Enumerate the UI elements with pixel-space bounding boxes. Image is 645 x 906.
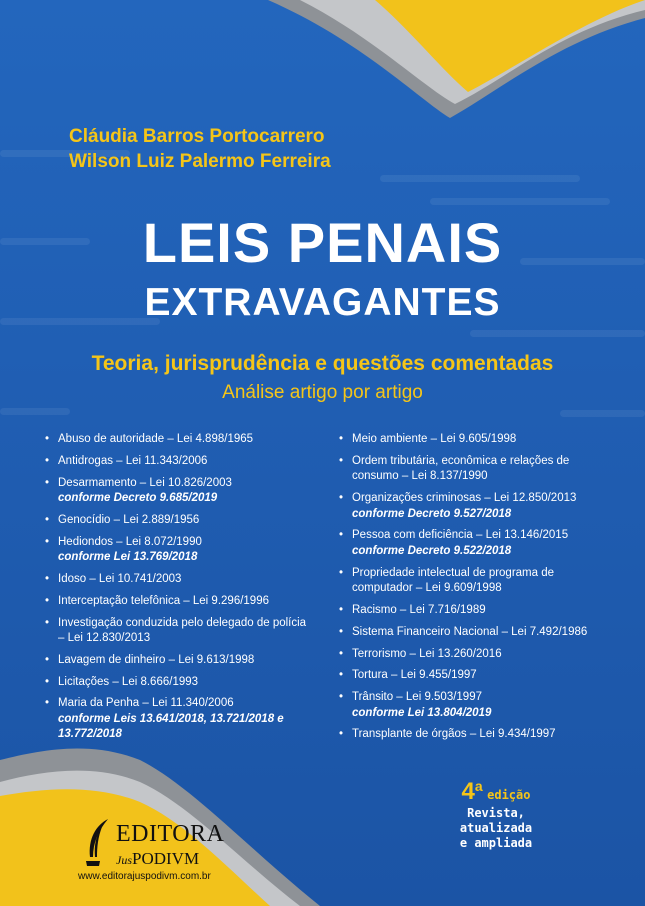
law-item [44,616,309,647]
laws-list-right [338,432,598,749]
edition-word: edição [487,788,531,802]
law-text: Trânsito – Lei 9.503/1997 [352,691,482,704]
law-text: Propriedade intelectual de programa de computador – Lei 9.609/1998 [352,566,555,595]
bg-streak [380,175,580,182]
law-item [338,491,598,522]
book-title-line2: EXTRAVAGANTES [144,281,501,324]
law-item [338,603,598,619]
law-text: Organizações criminosas – Lei 12.850/2013 [352,492,577,505]
law-item [338,566,598,597]
law-text: Ordem tributária, econômica e relações de consumo – Lei 8.137/1990 [352,454,570,483]
law-text: Abuso de autoridade – Lei 4.898/1965 [58,433,254,445]
book-subtitle: Teoria, jurisprudência e questões comentadas [91,352,554,375]
law-text: Idoso – Lei 10.741/2003 [58,572,182,585]
law-item [44,696,309,743]
publisher-url: www.editorajuspodivm.com.br [78,871,211,882]
law-item [338,625,598,641]
law-item [44,594,309,610]
publisher-brand: PODIVM [132,849,200,868]
law-note: conforme Decreto 9.522/2018 [352,544,512,557]
author-name: Wilson Luiz Palermo Ferreira [69,151,331,172]
quill-pen-icon [80,817,114,869]
law-item [338,432,598,448]
book-title-line1: LEIS PENAIS [142,211,503,274]
edition-line: Revista, atualizada [459,806,533,835]
authors [69,124,331,174]
law-text: Meio ambiente – Lei 9.605/1998 [352,433,517,445]
law-item [44,476,309,507]
law-item [338,528,598,559]
law-text: Terrorismo – Lei 13.260/2016 [352,647,502,660]
law-text: Lavagem de dinheiro – Lei 9.613/1998 [58,653,255,666]
bg-streak [560,410,645,417]
book-subtitle-secondary: Análise artigo por artigo [222,382,423,403]
law-note: conforme Lei 13.804/2019 [352,706,492,719]
law-note: conforme Decreto 9.527/2018 [352,507,512,520]
law-text: Licitações – Lei 8.666/1993 [58,675,199,688]
law-text: Pessoa com deficiência – Lei 13.146/2015 [352,529,569,542]
edition-badge [436,778,556,851]
law-item [338,727,598,743]
top-swoosh-graphic [0,0,645,130]
law-text: Racismo – Lei 7.716/1989 [352,603,486,616]
law-item [44,513,309,529]
law-item [44,535,309,566]
bg-streak [470,330,645,337]
bg-streak [0,408,70,415]
laws-list-left [44,432,309,749]
law-text: Tortura – Lei 9.455/1997 [352,669,477,682]
law-note: conforme Lei 13.769/2018 [58,551,198,564]
law-text: Genocídio – Lei 2.889/1956 [58,513,200,526]
law-text: Hediondos – Lei 8.072/1990 [58,535,202,548]
publisher-subname [116,849,199,869]
law-text: Sistema Financeiro Nacional – Lei 7.492/1986 [352,625,588,638]
law-item [338,647,598,663]
publisher-name: EDITORA [116,821,225,847]
bg-streak [430,198,610,205]
law-text: Transplante de órgãos – Lei 9.434/1997 [352,728,556,741]
law-item [338,454,598,485]
publisher-logo [72,815,252,880]
law-note: conforme Leis 13.641/2018, 13.721/2018 e 13.772/2018 [58,712,284,741]
law-note: conforme Decreto 9.685/2019 [58,492,218,505]
law-text: Antidrogas – Lei 11.343/2006 [58,454,208,467]
law-item [338,668,598,684]
law-text: Interceptação telefônica – Lei 9.296/1996 [58,594,269,607]
law-item [44,675,309,691]
law-item [44,653,309,669]
author-name: Cláudia Barros Portocarrero [69,126,325,147]
edition-ordinal: a [474,778,483,794]
law-item [44,432,309,448]
law-item [338,690,598,721]
law-item [44,454,309,470]
law-item [44,572,309,588]
law-text: Desarmamento – Lei 10.826/2003 [58,476,232,489]
law-text: Investigação conduzida pelo delegado de polícia – Lei 12.830/2013 [58,616,307,645]
edition-line: e ampliada [459,836,533,850]
edition-number: 4 [461,778,475,805]
publisher-prefix: Jus [116,853,132,867]
law-text: Maria da Penha – Lei 11.340/2006 [58,697,234,710]
